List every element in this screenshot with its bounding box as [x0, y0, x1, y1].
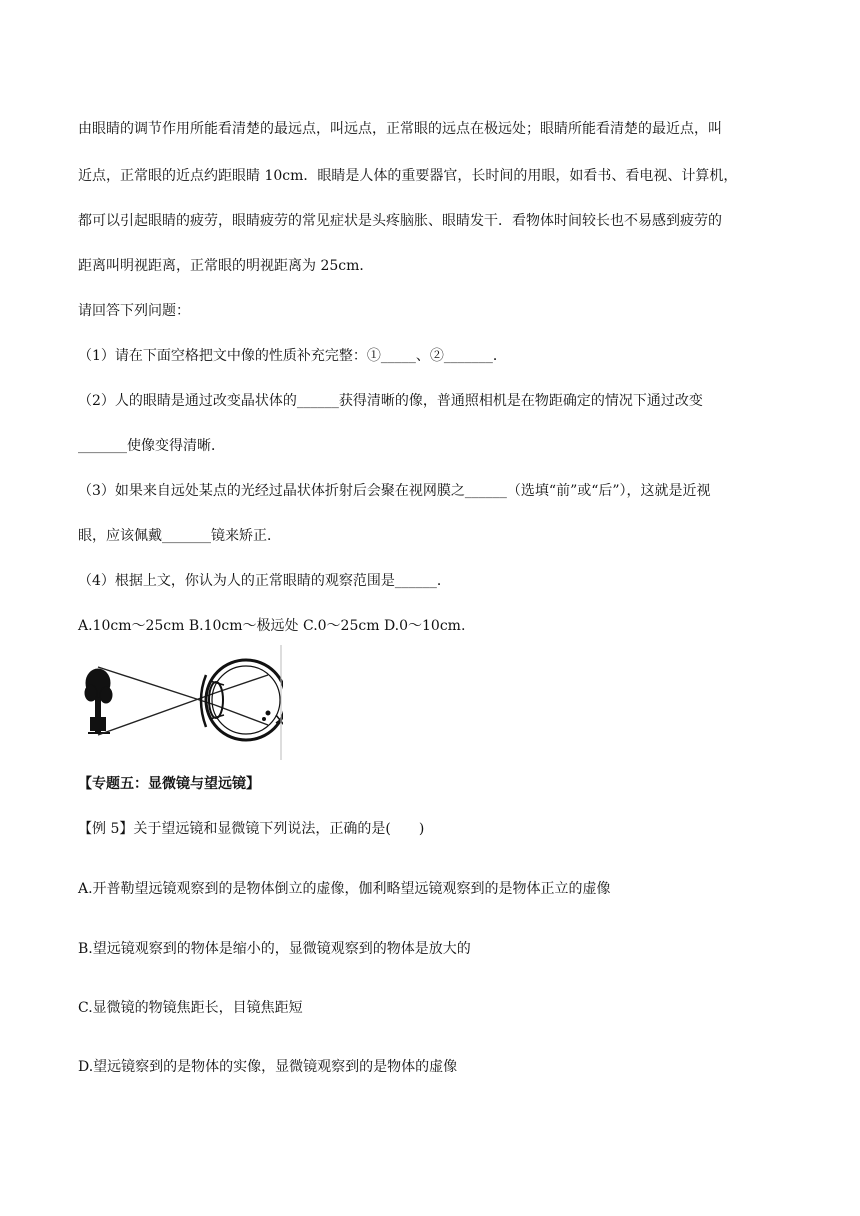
- question-4-options: A.10cm～25cm B.10cm～极远处 C.0～25cm D.0～10cm.: [78, 618, 466, 634]
- option-b: B.望远镜观察到的物体是缩小的，显微镜观察到的物体是放大的: [78, 941, 471, 957]
- option-d: D.望远镜察到的是物体的实像，显微镜观察到的是物体的虚像: [78, 1059, 458, 1075]
- question-3: （3）如果来自远处某点的光经过晶状体折射后会聚在视网膜之______（选填“前”或“后”），这就是近视: [78, 483, 711, 499]
- question-3-cont: 眼，应该佩戴_______镜来矫正．: [78, 528, 281, 544]
- option-a: A.开普勒望远镜观察到的是物体倒立的虚像，伽利略望远镜观察到的是物体正立的虚像: [78, 881, 611, 897]
- passage-line: 都可以引起眼睛的疲劳，眼睛疲劳的常见症状是头疼脑胀、眼睛发干．看物体时间较长也不易感到疲劳的: [78, 213, 722, 229]
- passage-line: 由眼睛的调节作用所能看清楚的最远点，叫远点，正常眼的远点在极远处；眼睛所能看清楚的最近点，叫: [78, 121, 722, 137]
- question-2: （2）人的眼睛是通过改变晶状体的______获得清晰的像，普通照相机是在物距确定的情况下通过改变: [78, 393, 703, 409]
- eyeball-icon: [201, 660, 283, 740]
- passage-line: 距离叫明视距离，正常眼的明视距离为 25cm．: [78, 258, 374, 274]
- question-4: （4）根据上文，你认为人的正常眼睛的观察范围是______．: [78, 573, 451, 589]
- section-title: 【专题五：显微镜与望远镜】: [78, 776, 260, 792]
- eye-diagram: [78, 645, 283, 760]
- option-c: C.显微镜的物镜焦距长，目镜焦距短: [78, 1000, 303, 1016]
- question-1: （1）请在下面空格把文中像的性质补充完整：①_____、②_______．: [78, 348, 507, 364]
- tree-icon: [85, 669, 112, 733]
- question-2-cont: _______使像变得清晰．: [78, 438, 225, 454]
- example-5-stem: 【例 5】关于望远镜和显微镜下列说法，正确的是( ): [78, 821, 425, 837]
- passage-line: 近点，正常眼的近点约距眼睛 10cm．眼睛是人体的重要器官，长时间的用眼，如看书、看电视、计算机，: [78, 168, 738, 184]
- question-prompt: 请回答下列问题：: [78, 303, 190, 319]
- light-rays: [98, 667, 268, 735]
- eye-diagram-svg: [78, 645, 283, 760]
